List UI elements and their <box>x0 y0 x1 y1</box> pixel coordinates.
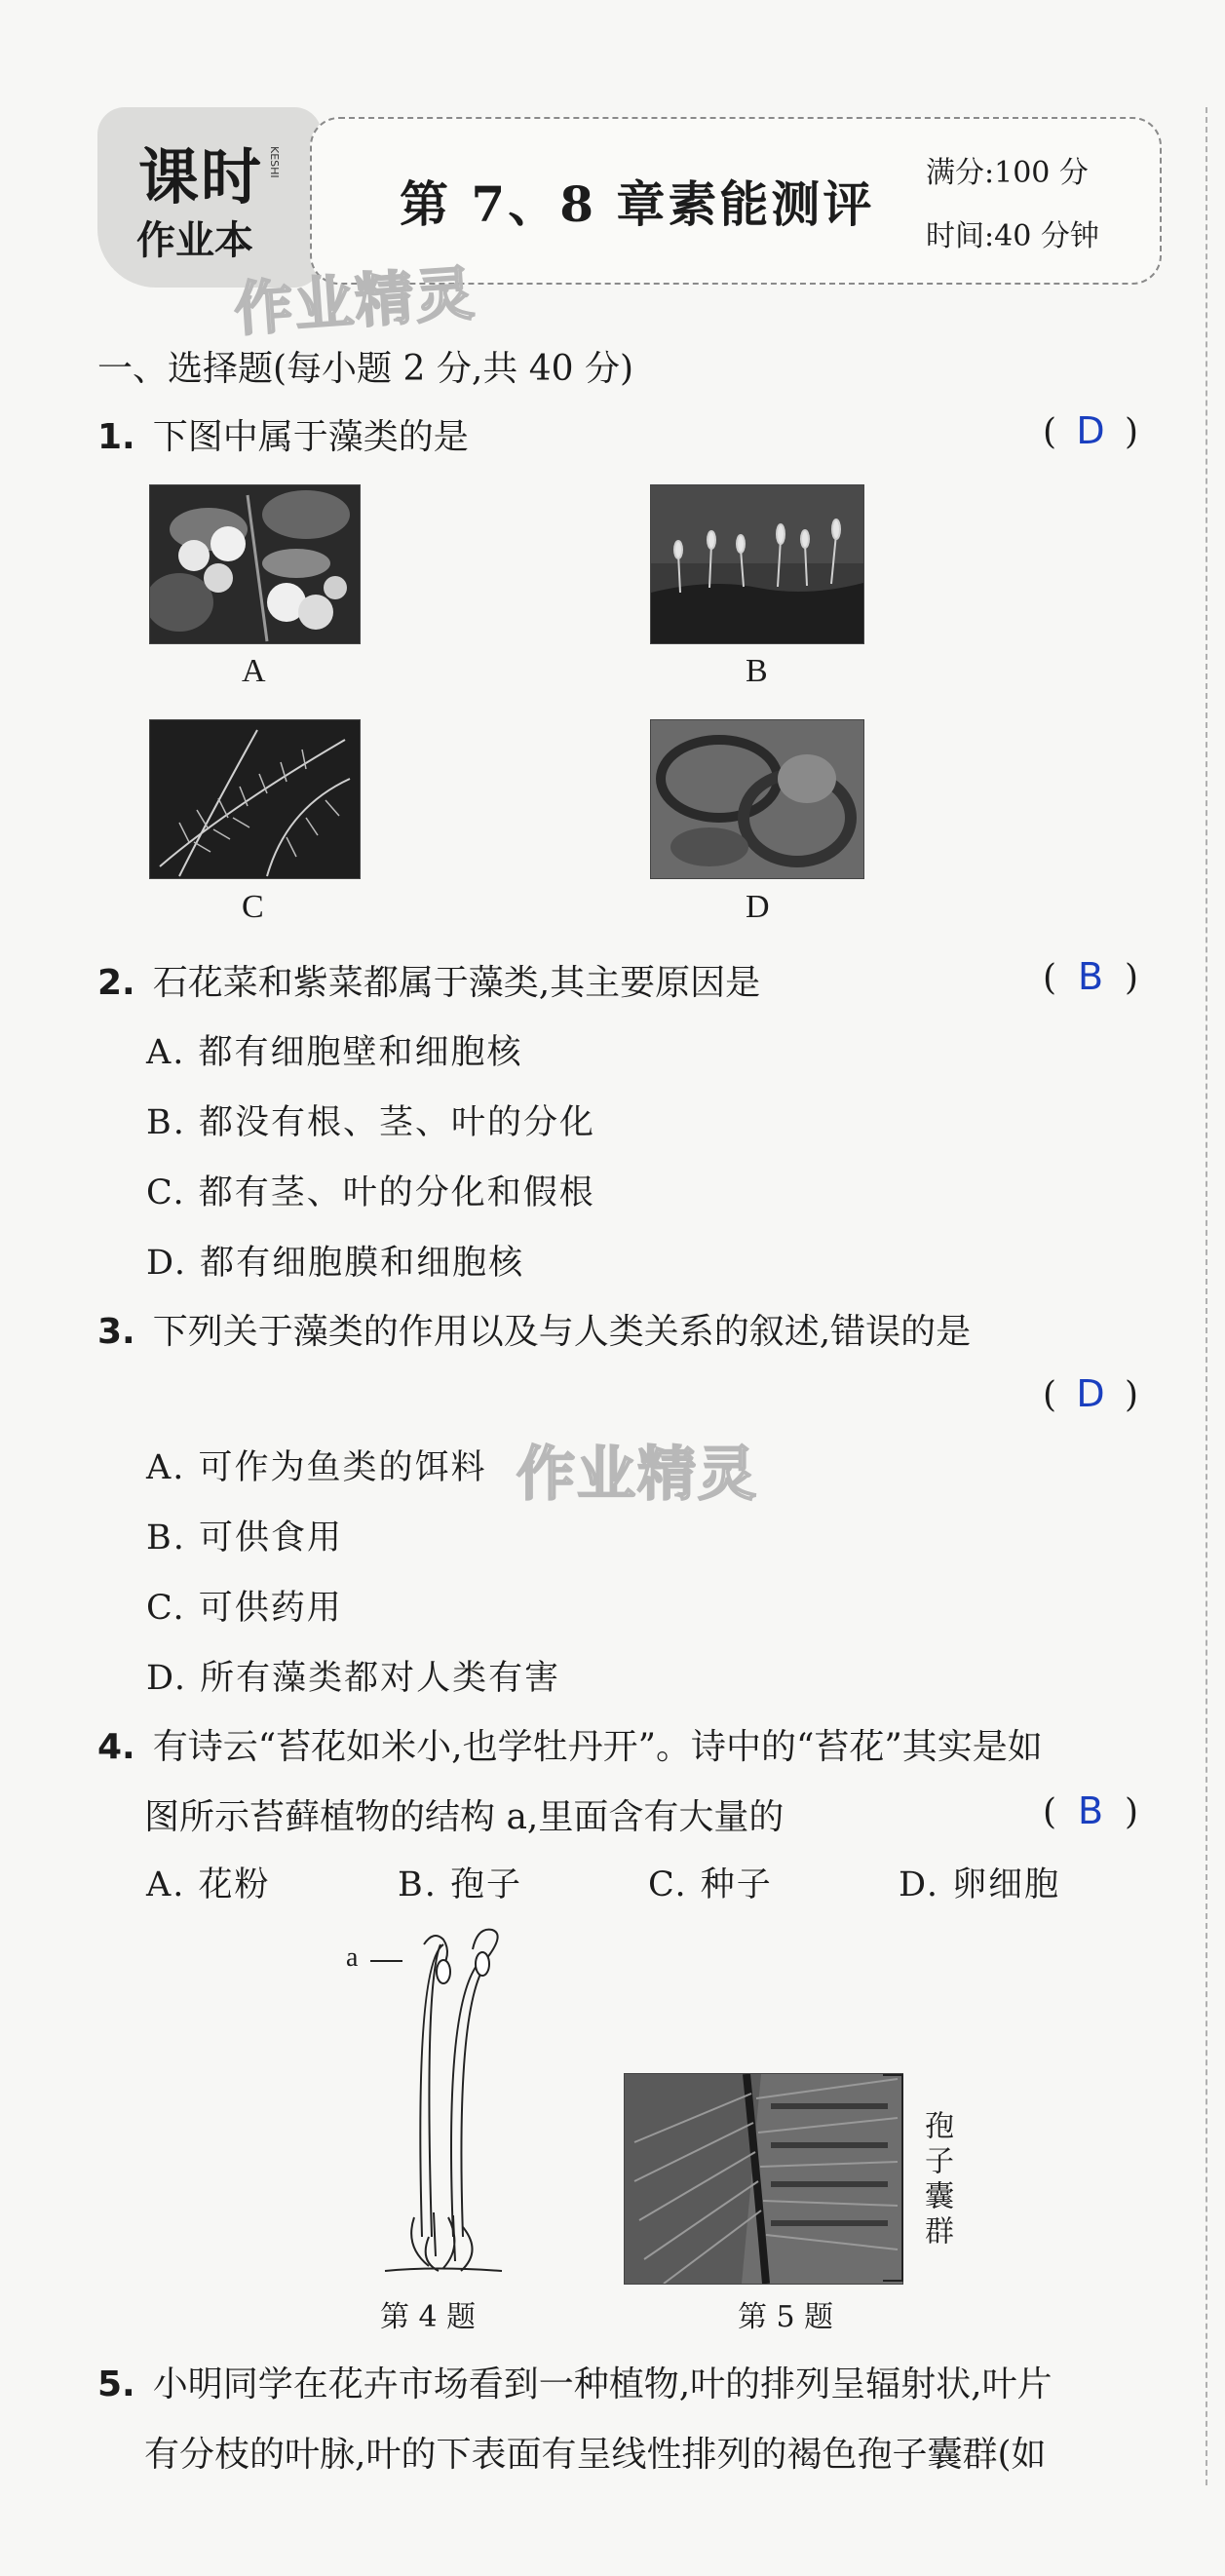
question-text: 下图中属于藻类的是 <box>152 417 469 457</box>
brand-title: 课时 <box>138 141 264 212</box>
image-label-d: D <box>746 889 770 925</box>
question-2 <box>97 955 760 1005</box>
figure-caption-4: 第 4 题 <box>380 2300 477 2334</box>
paren-open: ( <box>1043 1375 1057 1415</box>
section-heading: 一、选择题(每小题 2 分,共 40 分) <box>97 349 634 389</box>
option-d: D. 所有藻类都对人类有害 <box>146 1659 561 1698</box>
question-text-line2: 有分枝的叶脉,叶的下表面有呈线性排列的褐色孢子囊群(如 <box>144 2435 1047 2475</box>
algae-photo <box>651 720 863 878</box>
page-title: 第 7、8 章素能测评 <box>400 175 875 233</box>
option-a: A. 可作为鱼类的饵料 <box>146 1448 487 1487</box>
fruit-photo <box>150 485 360 643</box>
paren-close: ) <box>1125 412 1139 452</box>
watermark: 作业精灵 <box>232 259 479 345</box>
fern-leaf-drawing <box>625 2074 902 2284</box>
moss-photo <box>651 485 863 643</box>
question-text-line1: 有诗云“苔花如米小,也学牡丹开”。诗中的“苔花”其实是如 <box>152 1727 1043 1767</box>
option-c: C. 种子 <box>648 1865 773 1904</box>
option-c: C. 可供药用 <box>146 1589 343 1628</box>
question-1 <box>97 409 469 459</box>
question-text-line1: 小明同学在花卉市场看到一种植物,叶的排列呈辐射状,叶片 <box>152 2365 1053 2404</box>
question-4 <box>97 1719 1043 1769</box>
option-d: D. 都有细胞膜和细胞核 <box>146 1244 525 1283</box>
bracket-icon <box>881 2073 910 2283</box>
question-number: 4. <box>97 1727 135 1767</box>
answer-bracket <box>1043 955 1138 998</box>
question-number: 1. <box>97 417 135 457</box>
figure-caption-5: 第 5 题 <box>738 2300 834 2334</box>
option-a: A. 都有细胞壁和细胞核 <box>146 1033 523 1072</box>
brand-subtitle: 作业本 <box>136 218 253 263</box>
fern-leaf-photo <box>624 2073 903 2285</box>
question-text: 石花菜和紫菜都属于藻类,其主要原因是 <box>152 963 761 1003</box>
image-a-fruit <box>149 484 361 644</box>
paren-close: ) <box>1125 958 1139 998</box>
option-a: A. 花粉 <box>146 1865 271 1904</box>
margin-rule <box>1206 107 1207 2485</box>
question-number: 5. <box>97 2365 135 2404</box>
option-c: C. 都有茎、叶的分化和假根 <box>146 1173 595 1212</box>
image-c-fern <box>149 719 361 879</box>
spore-cluster-label: 孢子囊群 <box>919 2110 953 2250</box>
paren-close: ) <box>1125 1375 1139 1415</box>
answer-bracket <box>1043 1789 1138 1832</box>
label-a: a <box>346 1942 359 1973</box>
moss-drawing <box>346 1925 541 2286</box>
option-b: B. 孢子 <box>398 1865 522 1904</box>
answer-bracket <box>1043 1372 1138 1415</box>
option-d: D. 卵细胞 <box>899 1865 1061 1904</box>
question-number: 2. <box>97 963 135 1003</box>
paren-open: ( <box>1043 412 1057 452</box>
paren-open: ( <box>1043 1792 1057 1832</box>
answer-1: D <box>1076 409 1105 452</box>
answer-3: D <box>1076 1372 1105 1415</box>
brand-pinyin: KESHI <box>268 146 281 178</box>
question-number: 3. <box>97 1312 135 1352</box>
image-label-c: C <box>242 889 264 925</box>
question-5 <box>97 2357 1053 2406</box>
time-limit: 时间:40 分钟 <box>926 219 1099 253</box>
full-score: 满分:100 分 <box>926 156 1089 190</box>
option-b: B. 可供食用 <box>146 1519 343 1557</box>
question-text: 下列关于藻类的作用以及与人类关系的叙述,错误的是 <box>152 1312 972 1352</box>
image-label-b: B <box>746 653 768 689</box>
answer-bracket <box>1043 409 1138 452</box>
answer-2: B <box>1078 955 1104 998</box>
paren-close: ) <box>1125 1792 1139 1832</box>
image-label-a: A <box>242 653 266 689</box>
moss-diagram <box>346 1925 541 2286</box>
image-b-moss <box>650 484 864 644</box>
question-text-line2: 图所示苔藓植物的结构 a,里面含有大量的 <box>144 1797 785 1837</box>
watermark: 作业精灵 <box>517 1441 758 1509</box>
answer-4: B <box>1078 1789 1104 1832</box>
question-3 <box>97 1304 971 1354</box>
paren-open: ( <box>1043 958 1057 998</box>
fern-photo <box>150 720 360 878</box>
image-d-algae <box>650 719 864 879</box>
option-b: B. 都没有根、茎、叶的分化 <box>146 1103 595 1142</box>
